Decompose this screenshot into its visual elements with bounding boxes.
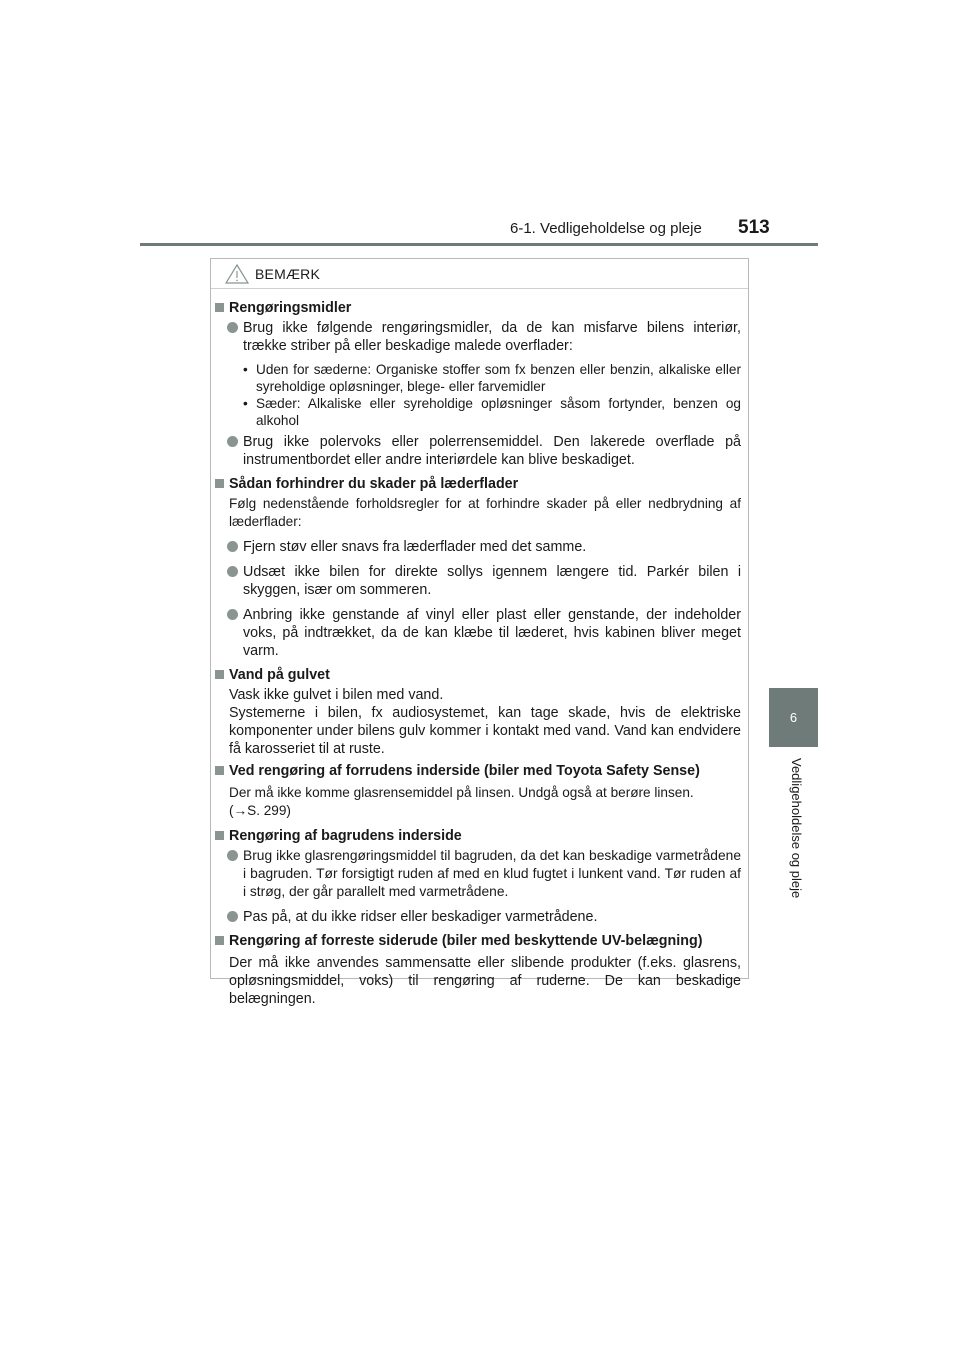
section-heading: Rengøringsmidler (211, 299, 748, 317)
list-item: Brug ikke følgende rengøringsmidler, da de kan misfarve bilens interiør, trække striber på eller beskadige malede overflader: (211, 319, 741, 355)
round-bullet-icon (227, 850, 238, 861)
square-bullet-icon (215, 670, 224, 679)
paragraph: Vask ikke gulvet i bilen med vand. (229, 687, 444, 703)
square-bullet-icon (215, 936, 224, 945)
list-item: Udsæt ikke bilen for direkte sollys igennem længere tid. Parkér bilen i skyggen, især om sommeren. (211, 563, 741, 599)
notice-box (210, 258, 749, 1007)
sub-list-item: • Sæder: Alkaliske eller syreholdige opløsninger såsom fortynder, benzen og alkohol (243, 396, 741, 428)
section-title: 6-1. Vedligeholdelse og pleje (510, 220, 702, 237)
notice-title: BEMÆRK (255, 265, 320, 282)
page-number: 513 (738, 217, 770, 238)
round-bullet-icon (227, 541, 238, 552)
square-bullet-icon (215, 479, 224, 488)
round-bullet-icon (227, 436, 238, 447)
list-item: Brug ikke glasrengøringsmiddel til bagruden, da det kan beskadige varmetrådene i bagruden. Tør forsigtigt ruden af med en klud fugtet i lunkent vand. Tør ruden af i strøg, der går parallelt med varmetrådene. (211, 847, 741, 901)
round-bullet-icon (227, 322, 238, 333)
section-heading: Ved rengøring af forrudens inderside (biler med Toyota Safety Sense) (211, 762, 748, 780)
header-rule (140, 243, 818, 246)
page-reference: (→S. 299) (229, 803, 291, 818)
list-item: Brug ikke polervoks eller polerrensemiddel. Den lakerede overflade på instrumentbordet eller andre interiørdele kan blive beskadiget. (211, 433, 741, 469)
square-bullet-icon (215, 766, 224, 775)
paragraph: Der må ikke anvendes sammensatte eller slibende produkter (f.eks. glasrens, opløsningsmiddel, voks) til rengøring af ruderne. De kan beskadige belægningen. (229, 955, 741, 1007)
paragraph: Følg nedenstående forholdsregler for at forhindre skader på eller nedbrydning af læderflader: (229, 496, 741, 529)
square-bullet-icon (215, 831, 224, 840)
section-heading: Vand på gulvet (211, 666, 748, 684)
list-item: Anbring ikke genstande af vinyl eller plast eller genstande, der indeholder voks, på indtrækket, da de kan klæbe til læderet, hvis kabinen bliver meget varm. (211, 606, 741, 660)
section-heading: Rengøring af bagrudens inderside (211, 827, 748, 845)
warning-triangle-icon (225, 264, 249, 284)
sub-list-item: • Uden for sæderne: Organiske stoffer som fx benzen eller benzin, alkaliske eller syreholdige opløsninger, blege- eller farvemidler (243, 362, 741, 394)
notice-header (211, 259, 748, 289)
list-item: Pas på, at du ikke ridser eller beskadiger varmetrådene. (211, 908, 741, 926)
section-heading: Rengøring af forreste siderude (biler med beskyttende UV-belægning) (211, 932, 748, 950)
notice-body (211, 299, 748, 1012)
chapter-tab (769, 688, 818, 747)
round-bullet-icon (227, 911, 238, 922)
section-heading: Sådan forhindrer du skader på læderflader (211, 475, 748, 493)
square-bullet-icon (215, 303, 224, 312)
chapter-label: Vedligeholdelse og pleje (789, 758, 804, 899)
paragraph: Der må ikke komme glasrensemiddel på linsen. Undgå også at berøre linsen. (229, 785, 694, 800)
paragraph: Systemerne i bilen, fx audiosystemet, kan tage skade, hvis de elektriske komponenter under bilens gulv kommer i kontakt med vand. Vand kan endvidere få karosseriet til at ruste. (229, 705, 741, 757)
round-bullet-icon (227, 609, 238, 620)
chapter-number: 6 (789, 710, 798, 725)
list-item: Fjern støv eller snavs fra læderflader med det samme. (211, 538, 741, 556)
round-bullet-icon (227, 566, 238, 577)
